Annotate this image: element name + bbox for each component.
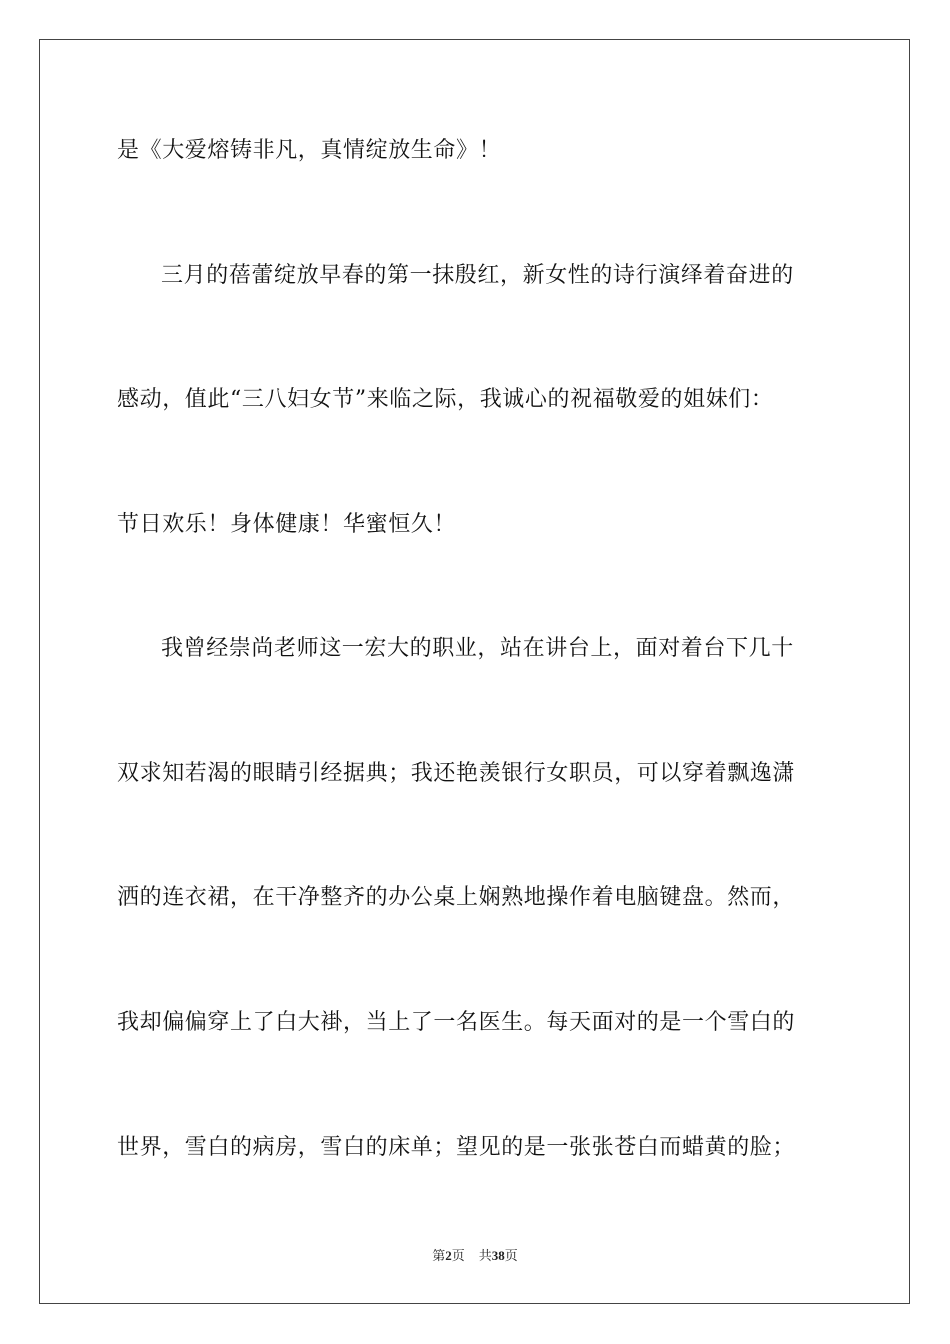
page-footer [0,1247,950,1265]
current-page-number: 2 [445,1248,452,1263]
footer-total-prefix: 共 [478,1248,492,1263]
text-line-3: 感动，值此“三八妇女节”来临之际，我诚心的祝福敬爱的姐妹们： [117,387,774,412]
text-line-1: 是《大爱熔铸非凡，真情绽放生命》！ [117,138,502,163]
footer-prefix: 第 [432,1248,446,1263]
text-line-7: 洒的连衣裙，在干净整齐的办公桌上娴熟地操作着电脑键盘。然而， [117,885,796,910]
page-border [39,39,910,1304]
text-line-6: 双求知若渴的眼睛引经据典；我还艳羡银行女职员，可以穿着飘逸潇 [117,761,796,786]
text-line-8: 我却偏偏穿上了白大褂，当上了一名医生。每天面对的是一个雪白的 [117,1010,796,1035]
text-line-5: 我曾经崇尚老师这一宏大的职业，站在讲台上，面对着台下几十 [161,636,794,661]
footer-total-suffix: 页 [504,1248,518,1263]
text-line-2: 三月的蓓蕾绽放早春的第一抹殷红，新女性的诗行演绎着奋进的 [161,263,794,288]
footer-page-suffix: 页 [451,1248,465,1263]
text-line-9: 世界，雪白的病房，雪白的床单；望见的是一张张苍白而蜡黄的脸； [117,1135,796,1160]
text-line-4: 节日欢乐！身体健康！华蜜恒久！ [117,512,457,537]
total-pages-number: 38 [491,1248,505,1263]
